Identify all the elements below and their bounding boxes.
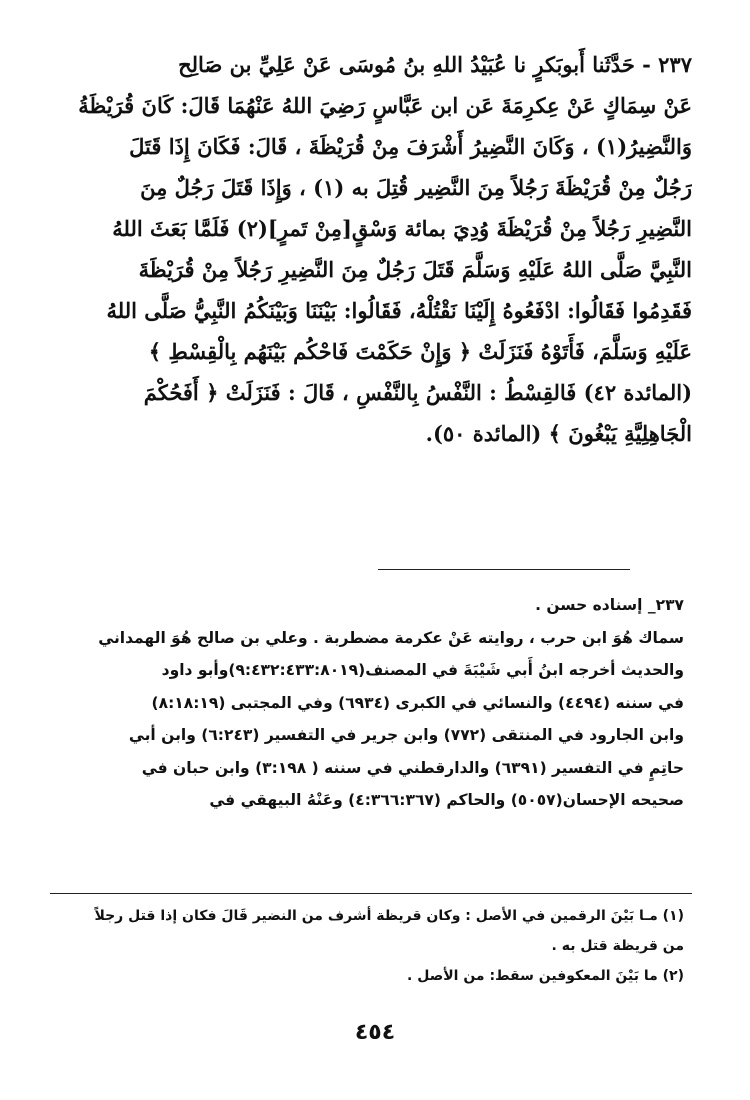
hadith-line: ٢٣٧ - حَدَّثَنا أَبوبَكرٍ نا عُبَيْدُ اللهِ بنُ مُوسَى عَنْ عَلِيِّ بن صَالِح [178, 52, 692, 77]
hadith-line: عَلَيْهِ وَسَلَّمَ، فَأَتَوْهُ فَنَزَلَتْ ﴿ وَإِنْ حَكَمْتَ فَاحْكُم بَيْنَهُم بِالْقِسْطِ ﴾ [148, 339, 692, 364]
hadith-line: وَالنَّضِيرُ(١) ، وَكَانَ النَّضِيرُ أَشْرَفَ مِنْ قُرَيْظَةَ ، قَالَ: فَكَانَ إِذَا قَتَلَ [129, 134, 692, 159]
page-number: ٤٥٤ [354, 1020, 396, 1045]
hadith-line: فَقَدِمُوا فَقَالُوا: ادْفَعُوهُ إِلَيْنَا نَقْتُلْهُ، فَقَالُوا: بَيْنَنَا وَبَيْنَكُمُ النَّبِيُّ صَلَّى اللهُ [106, 298, 692, 323]
footnote-divider [50, 893, 692, 894]
commentary-line: والحديث أخرجه ابنُ أَبي شَيْبَةَ في المصنف(٩:٤٣٢:٤٣٣:٨٠١٩)وأبو داود [161, 661, 684, 679]
commentary-line: وابن الجارود في المنتقى (٧٧٢) وابن جرير في التفسير (٦:٢٤٣) وابن أبي [128, 726, 684, 744]
section-divider [378, 569, 630, 570]
commentary-line: حاتِمٍ في التفسير (٦٣٩١) والدارقطني في سننه ( ٣:١٩٨) وابن حبان في [141, 758, 684, 777]
hadith-line: (المائدة ٤٢) فَالقِسْطُ : النَّفْسُ بِالنَّفْسِ ، قَالَ : فَنَزَلَتْ ﴿ أَفَحُكْمَ [143, 380, 692, 405]
hadith-line: الْجَاهِلِيَّةِ يَبْغُونَ ﴾ (المائدة ٥٠). [425, 421, 692, 446]
commentary-text [50, 589, 684, 817]
footnote-line: من قريظة قتل به . [551, 938, 684, 954]
footnotes [48, 901, 684, 991]
footnote-line: (١) مـا بَيْنَ الرقمين في الأصل : وكان قريظة أشرف من النضير قَالَ فكان إذا قتل رجلاً [94, 908, 684, 924]
hadith-line: رَجُلٌ مِنْ قُرَيْظَةَ رَجُلاً مِنَ النَّضِير قُتِلَ به (١) ، وَإِذَا قَتَلَ رَجُلٌ مِنَ [140, 175, 692, 200]
hadith-number: ٢٣٧ - [642, 52, 692, 77]
commentary-line: في سننه (٤٤٩٤) والنسائي في الكبرى (٦٩٣٤) وفي المجتبى (٨:١٨:١٩) [151, 693, 684, 712]
hadith-line: النَّضِيرِ رَجُلاً مِنْ قُرَيْظَةَ وُدِيَ بمائة وَسْقٍ[مِنْ تَمرٍ](٢) فَلَمَّا بَعَثَ اللهُ [112, 216, 692, 241]
commentary-line: ٢٣٧_ إسناده حسن . [535, 596, 684, 614]
hadith-text [48, 44, 692, 454]
hadith-line: النَّبِيَّ صَلَّى اللهُ عَلَيْهِ وَسَلَّمَ قَتَلَ رَجُلٌ مِنَ النَّضِيرِ رَجُلاً مِنْ قُرَيْظَةَ [138, 257, 692, 282]
commentary-line: سماك هُوَ ابن حرب ، روايته عَنْ عكرمة مضطربة . وعلي بن صالح هُوَ الهمداني [98, 628, 684, 647]
footnote-line: (٢) ما بَيْنَ المعكوفين سقط: من الأصل . [407, 968, 684, 984]
hadith-line: عَنْ سِمَاكٍ عَنْ عِكرِمَةَ عَن ابن عَبَّاسٍ رَضِيَ اللهُ عَنْهُمَا قَالَ: كَانَ قُرَيْظَةُ [78, 93, 692, 118]
commentary-line: صحيحه الإحسان(٥٠٥٧) والحاكم (٤:٣٦٦:٣٦٧) وعَنْهُ البيهقي في [209, 791, 684, 809]
